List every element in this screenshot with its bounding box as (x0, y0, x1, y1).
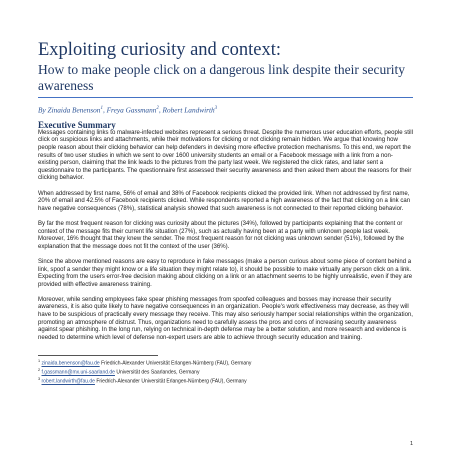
footnote-mark: 3 (38, 376, 41, 381)
footnote-email-link[interactable]: robert.landwirth@fau.de (41, 378, 95, 385)
author-mark: 2 (156, 106, 159, 112)
author-name: Robert Landwirth (162, 105, 215, 115)
author-mark: 3 (214, 106, 218, 112)
author-prefix: By (38, 105, 48, 115)
page-number: 1 (409, 441, 413, 447)
author-line: By Zinaida Benenson$^1$, Freya Gassmann$^2$, Robert Landwirth$^3$ (38, 105, 218, 115)
footnote-email-link[interactable]: f.gassmann@mx.uni-saarland.de (41, 369, 115, 376)
author-mark: 1 (100, 106, 103, 112)
footnote (38, 367, 413, 376)
footnote-mark: 1 (38, 359, 41, 364)
summary-paragraph: Moreover, while sending employees fake spear phishing messages from spoofed colleagues and bosses may increase their security awareness, it is also quite likely to have negative consequences in an organization. People's work effectiveness may decrease, as they will have to be suspicious of practically every message they receive. This may also seriously hamper social relationships within the organization, promoting an atmosphere of distrust. Thus, organizations need to carefully assess the pros and cons of increasing security awareness against spear phishing. In the long run, relying on technical in-depth defense may be a better solution, and more research and evidence is needed to determine which level of defense non-expert users are able to achieve through security education and training. (38, 296, 413, 341)
footnote-rule (38, 355, 158, 356)
footnote-affiliation: Friedrich-Alexander Universität Erlangen-Nürnberg (FAU), Germany (99, 360, 252, 367)
footnote (38, 358, 413, 367)
summary-paragraph: When addressed by first name, 56% of email and 38% of Facebook recipients clicked the provided link. When not addressed by first name, 20% of email and 42.5% of Facebook recipients clicked. While respondents reported a high awareness of the fact that clicking on a link can have negative consequences (78%), statistical analysis showed that such awareness is not connected to their reported clicking behavior. (38, 190, 411, 212)
paper-title: Exploiting curiosity and context: (38, 40, 282, 60)
summary-paragraph: Messages containing links to malware-infected websites represent a serious threat. Despite the numerous user education efforts, people still click on suspicious links and attachments, while their motivations for clicking or not clicking remain hidden. We argue that knowing how people reason about their clicking behavior can help defenders in devising more effective protection mechanisms. To this end, we report the results of two user studies in which we sent to over 1600 university students an email or a Facebook message with a link from a non-existing person, claiming that the link leads to the pictures from the party last week. We registered the click rates, and later sent a questionnaire to the participants. The questionnaire first assessed their security awareness and then asked them about the reasons for their clicking behavior. (38, 129, 413, 182)
summary-paragraph: Since the above mentioned reasons are easy to reproduce in fake messages (make a person curious about some piece of content behind a link, spoof a sender they might know or a life situation they might relate to), it should be possible to make virtually any person click on a link. Expecting from the users error-free decision making about clicking on a link or an attachment seems to be highly unrealistic, even if they are provided with effective awareness training. (38, 258, 413, 288)
footnote-email-link[interactable]: zinaida.benenson@fau.de (41, 360, 100, 367)
footnote-affiliation: Universität des Saarlandes, Germany (114, 369, 200, 376)
footnote-mark: 2 (38, 368, 41, 373)
title-rule (38, 97, 413, 98)
footnote-affiliation: Friedrich-Alexander Universität Erlangen-Nürnberg (FAU), Germany (94, 378, 247, 385)
section-heading: Executive Summary (38, 119, 116, 130)
author-name: Freya Gassmann (106, 105, 157, 115)
author-name: Zinaida Benenson (47, 105, 101, 115)
paper-subtitle: How to make people click on a dangerous link despite their security awareness (38, 62, 406, 93)
footnote (38, 376, 413, 385)
summary-paragraph: By far the most frequent reason for clicking was curiosity about the pictures (34%), followed by participants explaining that the content or context of the message fits their current life situation (27%), such as actually having been at a party with unknown people last week. Moreover, 16% thought that they knew the sender. The most frequent reason for not clicking was unknown sender (51%), followed by the explanation that the message does not fit the context of the user (36%). (38, 220, 404, 250)
